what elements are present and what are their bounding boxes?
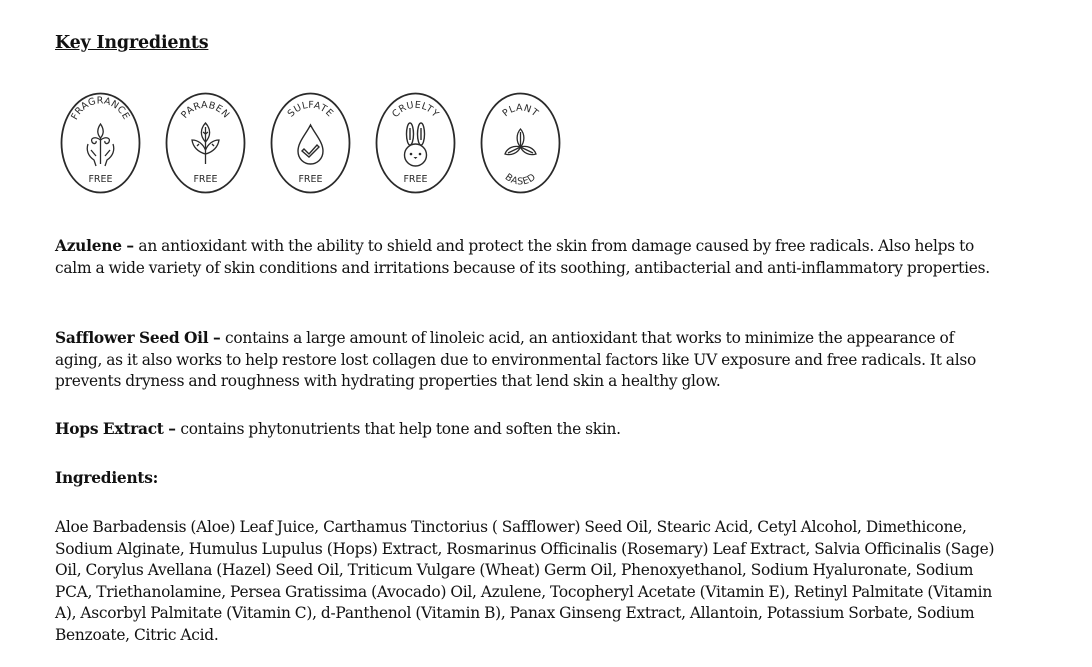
hands-flower-icon: [60, 92, 141, 194]
svg-text:PARABEN: [179, 100, 231, 121]
badge-bottom-text: FREE: [298, 174, 323, 185]
ingredient-description: contains phytonutrients that help tone and soften the skin.: [180, 420, 621, 438]
ingredient-name: Azulene: [55, 237, 122, 255]
badge-top-text: PARABEN: [179, 99, 232, 121]
ingredients-heading: Ingredients:: [55, 469, 159, 487]
badge-top-text: SULFATE: [285, 99, 336, 120]
svg-text:BASED: [503, 172, 538, 188]
ingredient-name: Safflower Seed Oil: [55, 329, 209, 347]
key-ingredient-safflower: [55, 328, 1000, 393]
badge-paraben-free: [165, 92, 246, 194]
svg-text:FRAGRANCE: [69, 95, 131, 122]
bunny-icon: [375, 92, 456, 194]
ingredient-description: an antioxidant with the ability to shield and protect the skin from damage caused by free radicals. Also helps to calm a wide variety of skin conditions and irritations because of its soothing, antibacterial and anti-inflammatory properties.: [55, 237, 990, 277]
badge-plant-based: [480, 92, 561, 194]
badge-bottom-text: FREE: [403, 174, 428, 185]
ingredient-description: contains a large amount of linoleic acid, an antioxidant that works to minimize the appearance of aging, as it also works to help restore lost collagen due to environmental factors like UV exposure and free radicals. It also prevents dryness and roughness with hydrating properties that lend skin a healthy glow.: [55, 329, 977, 390]
badge-bottom-text: BASED: [502, 171, 539, 188]
three-leaves-icon: [480, 92, 561, 194]
section-title: Key Ingredients: [55, 33, 209, 53]
svg-text:SULFATE: [286, 100, 336, 120]
badge-fragrance-free: [60, 92, 141, 194]
badge-cruelty-free: [375, 92, 456, 194]
badge-top-text: FRAGRANCE: [69, 95, 132, 122]
badge-row: [60, 92, 580, 194]
key-ingredient-hops: [55, 419, 1000, 441]
ingredients-list: Aloe Barbadensis (Aloe) Leaf Juice, Carthamus Tinctorius ( Safflower) Seed Oil, Stearic Acid, Cetyl Alcohol, Dimethicone, Sodium Alginate, Humulus Lupulus (Hops) Extract, Rosmarinus Officinalis (Rosemary) Leaf Extract, Salvia Officinalis (Sage) Oil, Corylus Avellana (Hazel) Seed Oil, Triticum Vulgare (Wheat) Germ Oil, Phenoxyethanol, Sodium Hyaluronate, Sodium PCA, Triethanolamine, Persea Gratissima (Avocado) Oil, Azulene, Tocopheryl Acetate (Vitamin E), Retinyl Palmitate (Vitamin A), Ascorbyl Palmitate (Vitamin C), d-Panthenol (Vitamin B), Panax Ginseng Extract, Allantoin, Potassium Sorbate, Sodium Benzoate, Citric Acid.: [55, 518, 995, 644]
droplet-check-icon: [270, 92, 351, 194]
ingredient-name: Hops Extract: [55, 420, 164, 438]
badge-bottom-text: FREE: [193, 174, 218, 185]
ingredient-separator: –: [163, 420, 181, 438]
ingredient-separator: –: [208, 329, 226, 347]
svg-text:CRUELTY: [390, 100, 441, 120]
svg-text:PLANT: [501, 102, 541, 119]
ingredient-separator: –: [121, 237, 139, 255]
key-ingredient-azulene: [55, 236, 1000, 279]
badge-bottom-text: FREE: [88, 174, 113, 185]
badge-top-text: CRUELTY: [390, 99, 441, 120]
badge-top-text: PLANT: [500, 102, 541, 120]
badge-sulfate-free: [270, 92, 351, 194]
leaf-sprig-icon: [165, 92, 246, 194]
